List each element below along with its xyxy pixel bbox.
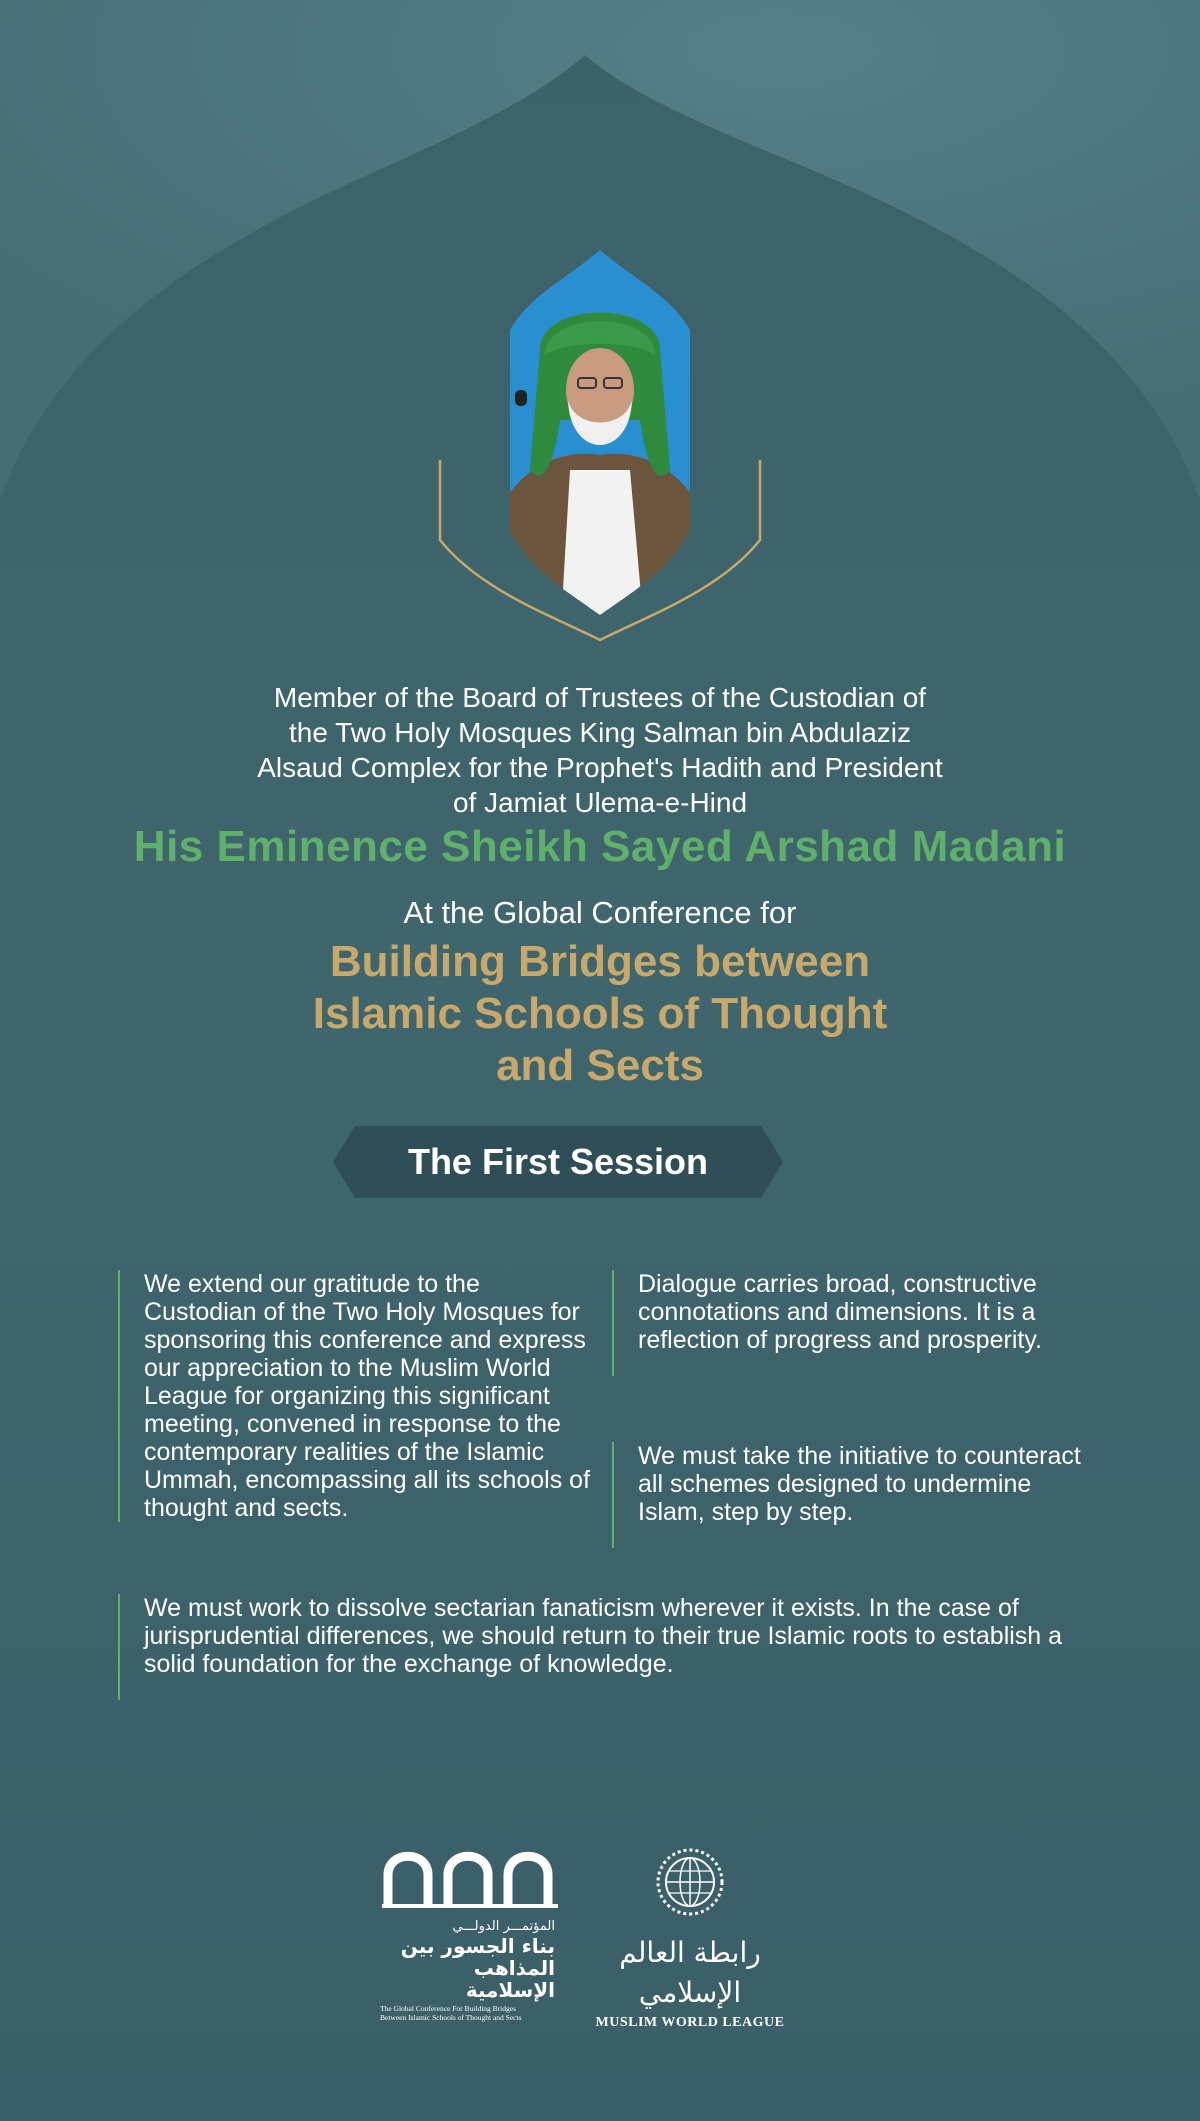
mwl-logo-ar: رابطة العالم الإسلامي bbox=[619, 1936, 761, 2009]
arches-icon bbox=[380, 1840, 570, 1910]
portrait-image bbox=[500, 240, 700, 640]
conf-logo-en-line1: The Global Conference For Building Bridges bbox=[380, 2004, 517, 2013]
session-label: The First Session bbox=[407, 1141, 709, 1182]
portrait-frame bbox=[420, 240, 780, 660]
quote-fanaticism: We must work to dissolve sectarian fanaticism wherever it exists. In the case of jurisprudential differences, we should return to their true Islamic roots to establish a solid foundation for the exchange of knowledge. bbox=[118, 1594, 1108, 1700]
conf-logo-ar-line3: المذاهب الإسلامية bbox=[465, 1956, 555, 2002]
speaker-name: His Eminence Sheikh Sayed Arshad Madani bbox=[133, 822, 1067, 871]
quote-initiative: We must take the initiative to counteract all schemes designed to undermine Islam, step by step. bbox=[612, 1442, 1102, 1548]
conf-logo-ar-line1: المؤتمـــر الدولـــي bbox=[452, 1919, 555, 1934]
quote-dialogue: Dialogue carries broad, constructive connotations and dimensions. It is a reflection of progress and prosperity. bbox=[612, 1270, 1102, 1376]
subtitle bbox=[0, 680, 1200, 820]
mwl-logo bbox=[590, 1846, 790, 2030]
subtitle-line: Alsaud Complex for the Prophet's Hadith and President bbox=[257, 752, 943, 783]
conference-logo bbox=[380, 1840, 570, 2022]
conf-logo-en-line2: Between Islamic Schools of Thought and Sects bbox=[380, 2013, 522, 2022]
conference-title bbox=[0, 936, 1200, 1092]
conference-prefix: At the Global Conference for bbox=[403, 895, 797, 930]
conf-logo-ar-line2: بناء الجسور بين bbox=[400, 1934, 555, 1958]
subtitle-line: the Two Holy Mosques King Salman bin Abdulaziz bbox=[288, 717, 912, 748]
conference-title-line: Islamic Schools of Thought bbox=[312, 989, 888, 1038]
conference-title-line: and Sects bbox=[496, 1041, 704, 1090]
quote-gratitude: We extend our gratitude to the Custodian of the Two Holy Mosques for sponsoring this conference and express our appreciation to the Muslim World League for organizing this significant meeting, convened in response to the contemporary realities of the Islamic Ummah, encompassing all its schools of thought and sects. bbox=[118, 1270, 598, 1522]
globe-emblem-icon bbox=[590, 1846, 790, 1918]
subtitle-line: of Jamiat Ulema-e-Hind bbox=[452, 787, 748, 818]
conference-title-line: Building Bridges between bbox=[329, 937, 871, 986]
subtitle-line: Member of the Board of Trustees of the Custodian of bbox=[273, 682, 927, 713]
mwl-logo-en: MUSLIM WORLD LEAGUE bbox=[595, 2015, 785, 2030]
session-badge bbox=[333, 1126, 783, 1198]
